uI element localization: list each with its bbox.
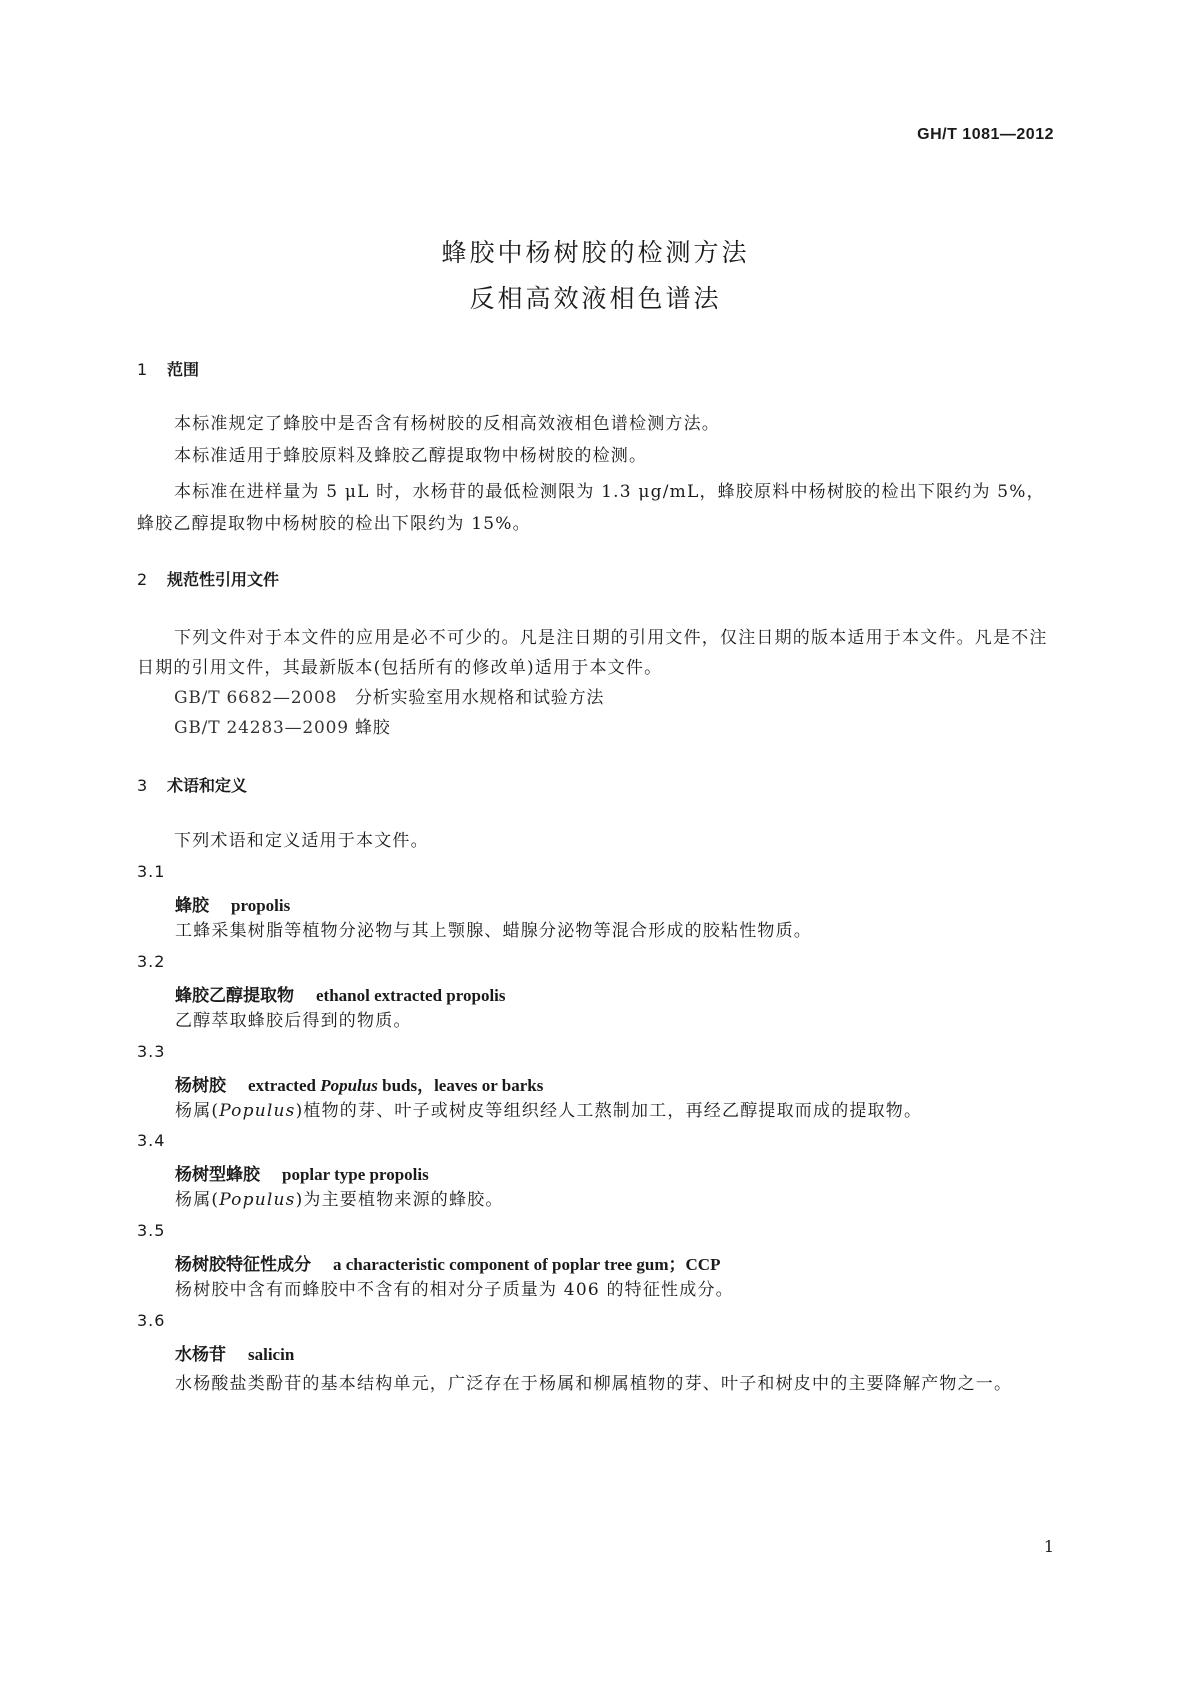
term-definition [175, 1099, 1057, 1123]
scope-paragraph-1: 本标准规定了蜂胶中是否含有杨树胶的反相高效液相色谱检测方法。 [174, 414, 720, 434]
section-2-heading [137, 567, 279, 590]
term-heading [175, 891, 290, 916]
term-en: poplar type propolis [282, 1165, 429, 1184]
term-cn: 杨树胶特征性成分 [175, 1255, 311, 1275]
term-number: 3.1 [137, 862, 166, 881]
section-title: 规范性引用文件 [167, 570, 280, 589]
term-heading [175, 1340, 294, 1365]
term-number: 3.6 [137, 1311, 166, 1330]
term-cn: 蜂胶 [175, 896, 209, 916]
definition-prefix: 杨属( [175, 1101, 220, 1121]
definition-italic: Populus [219, 1190, 296, 1210]
reference-code: GB/T 6682—2008 [174, 688, 338, 708]
reference-code: GB/T 24283—2009 [174, 718, 349, 738]
term-en: a characteristic component of poplar tree gum；CCP [333, 1255, 721, 1274]
term-definition: 工蜂采集树脂等植物分泌物与其上颚腺、蜡腺分泌物等混合形成的胶粘性物质。 [175, 921, 812, 941]
term-number: 3.4 [137, 1131, 166, 1150]
term-number: 3.5 [137, 1221, 166, 1240]
section-number: 3 [137, 776, 148, 795]
reference-title: 蜂胶 [355, 718, 391, 738]
standard-code: GH/T 1081—2012 [917, 126, 1054, 143]
section-title: 范围 [167, 360, 200, 379]
terms-intro: 下列术语和定义适用于本文件。 [174, 831, 429, 851]
section-number: 2 [137, 570, 148, 589]
term-en-suffix: buds，leaves or barks [377, 1076, 544, 1095]
definition-italic: Populus [219, 1101, 296, 1121]
reference-title: 分析实验室用水规格和试验方法 [355, 688, 605, 708]
term-definition: 杨树胶中含有而蜂胶中不含有的相对分子质量为 406 的特征性成分。 [175, 1280, 734, 1300]
definition-suffix: )为主要植物来源的蜂胶。 [295, 1190, 504, 1210]
document-title-line2: 反相高效液相色谱法 [469, 284, 722, 313]
term-cn: 杨树胶 [175, 1076, 226, 1096]
term-definition [175, 1188, 1057, 1212]
term-heading [175, 1160, 429, 1185]
section-title: 术语和定义 [167, 776, 248, 795]
term-en-prefix: extracted [248, 1076, 321, 1095]
reference-item [174, 683, 604, 708]
document-title-line1: 蜂胶中杨树胶的检测方法 [441, 238, 750, 267]
term-en: ethanol extracted propolis [316, 986, 506, 1005]
term-heading [175, 1250, 720, 1275]
term-number: 3.2 [137, 952, 166, 971]
definition-suffix: )植物的芽、叶子或树皮等组织经人工熬制加工，再经乙醇提取而成的提取物。 [295, 1101, 923, 1121]
term-definition: 水杨酸盐类酚苷的基本结构单元，广泛存在于杨属和柳属植物的芽、叶子和树皮中的主要降解产物之一。 [175, 1374, 1013, 1394]
references-intro: 下列文件对于本文件的应用是必不可少的。凡是注日期的引用文件，仅注日期的版本适用于本文件。凡是不注日期的引用文件，其最新版本(包括所有的修改单)适用于本文件。 [137, 628, 1048, 678]
term-cn: 杨树型蜂胶 [175, 1165, 260, 1185]
term-heading [175, 1071, 543, 1096]
term-cn: 水杨苷 [175, 1345, 226, 1365]
section-3-heading [137, 773, 247, 796]
section-1-heading [137, 357, 199, 380]
term-definition: 乙醇萃取蜂胶后得到的物质。 [175, 1011, 412, 1031]
term-heading [175, 981, 506, 1006]
page-number: 1 [1043, 1537, 1054, 1556]
term-en: propolis [231, 896, 291, 915]
term-en: salicin [248, 1345, 295, 1364]
scope-paragraph-2: 本标准适用于蜂胶原料及蜂胶乙醇提取物中杨树胶的检测。 [174, 446, 648, 466]
term-number: 3.3 [137, 1042, 166, 1061]
term-en-italic: Populus [320, 1076, 378, 1095]
term-cn: 蜂胶乙醇提取物 [175, 986, 294, 1006]
scope-paragraph-3: 本标准在进样量为 5 μL 时，水杨苷的最低检测限为 1.3 μg/mL，蜂胶原料中杨树胶的检出下限约为 5%，蜂胶乙醇提取物中杨树胶的检出下限约为 15%。 [137, 482, 1045, 534]
reference-item [174, 713, 391, 738]
section-number: 1 [137, 360, 148, 379]
definition-prefix: 杨属( [175, 1190, 220, 1210]
